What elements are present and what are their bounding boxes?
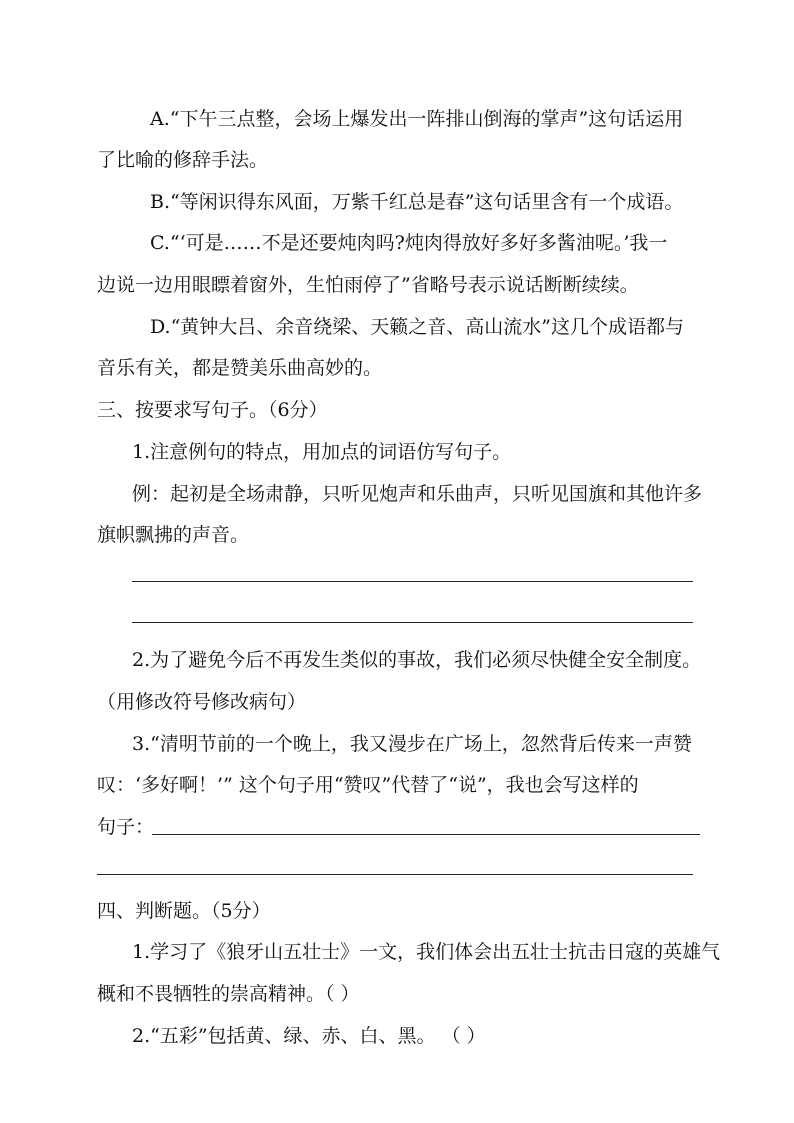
question-3-3-prefix: 句子： [97, 816, 155, 838]
option-d-line-1: D.“黄钟大吕、余音绕梁、天籁之音、高山流水”这几个成语都与 [150, 316, 685, 338]
option-d-line-2: 音乐有关，都是赞美乐曲高妙的。 [97, 357, 383, 379]
answer-line-2[interactable] [132, 622, 693, 623]
answer-line-1[interactable] [132, 581, 693, 582]
judge-question-1-line-2: 概和不畏牺牲的崇高精神。（ ） [97, 983, 360, 1005]
option-b-line-1: B.“等闲识得东风面，万紫千红总是春”这句话里含有一个成语。 [150, 191, 684, 213]
judge-question-2: 2.“五彩”包括黄、绿、赤、白、黑。 （ ） [132, 1025, 486, 1047]
example-line-1: 例：起初是全场肃静，只听见炮声和乐曲声，只听见国旗和其他许多 [132, 483, 703, 505]
judge-question-1-line-1: 1.学习了《狼牙山五壮士》一文，我们体会出五壮士抗击日寇的英雄气 [132, 941, 721, 963]
option-a-line-2: 了比喻的修辞手法。 [97, 149, 269, 171]
question-3-1: 1.注意例句的特点，用加点的词语仿写句子。 [132, 441, 512, 463]
option-c-line-2: 边说一边用眼瞟着窗外，生怕雨停了”省略号表示说话断断续续。 [97, 274, 639, 296]
answer-line-3[interactable] [152, 834, 700, 835]
example-line-2: 旗帜飘拂的声音。 [97, 524, 250, 546]
option-c-line-1: C.“‘可是……不是还要炖肉吗?炖肉得放好多好多酱油呢。’我一 [150, 232, 668, 254]
section-3-heading: 三、按要求写句子。（6分） [97, 399, 328, 421]
option-a-line-1: A.“下午三点整，会场上爆发出一阵排山倒海的掌声”这句话运用 [150, 108, 684, 130]
question-3-3-line-2: 叹：‘多好啊！’” 这个句子用“赞叹”代替了“说”，我也会写这样的 [97, 774, 639, 796]
question-3-3-line-1: 3.“清明节前的一个晚上，我又漫步在广场上，忽然背后传来一声赞 [132, 733, 692, 755]
question-3-2-note: （用修改符号修改病句） [97, 691, 307, 713]
answer-line-4[interactable] [97, 874, 693, 875]
section-4-heading: 四、判断题。（5分） [97, 900, 271, 922]
question-3-2: 2.为了避免今后不再发生类似的事故，我们必须尽快健全安全制度。 [132, 649, 702, 671]
